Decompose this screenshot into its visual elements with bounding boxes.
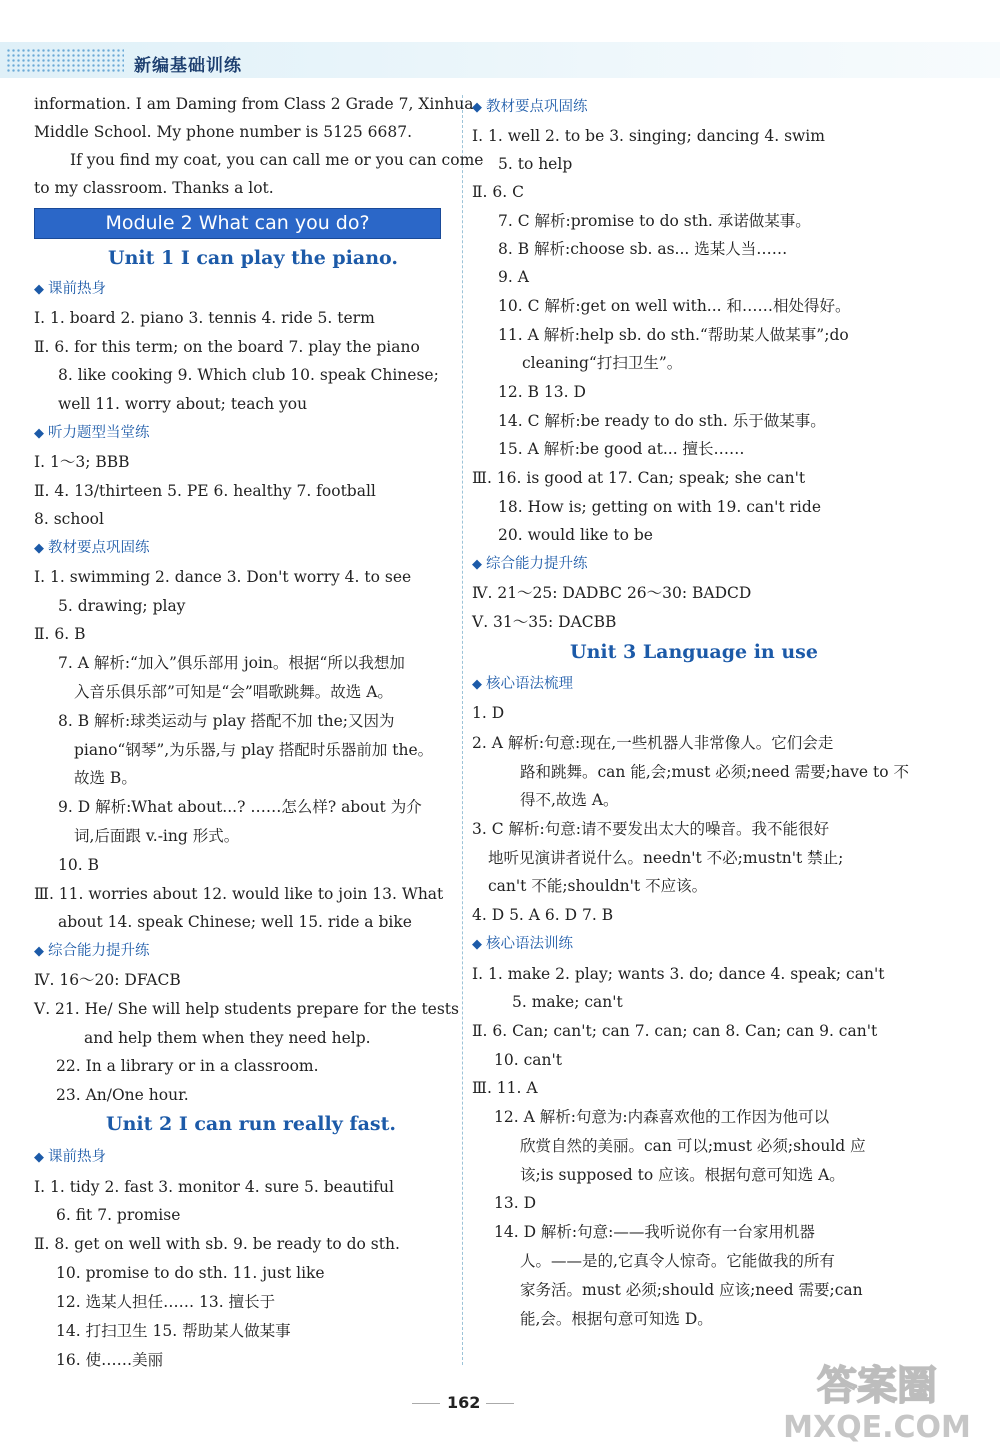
answer-line: Ⅲ. 11. A: [472, 1079, 538, 1097]
section-heading: [472, 674, 573, 695]
answer-line: 23. An/One hour.: [56, 1086, 189, 1104]
diamond-icon: ◆: [34, 426, 44, 441]
page-number-rule-left: [412, 1403, 440, 1404]
answer-line: 13. D: [494, 1194, 537, 1212]
header-title: 新编基础训练: [134, 56, 242, 76]
answer-line: 1. D: [472, 704, 505, 722]
answer-line: 11. A 解析:help sb. do sth.“帮助某人做某事”;do: [498, 326, 849, 344]
answer-line: Ⅲ. 16. is good at 17. Can; speak; she can't: [472, 469, 806, 487]
answer-line: 人。——是的,它真令人惊奇。它能做我的所有: [520, 1252, 835, 1270]
diamond-icon: ◆: [472, 937, 482, 952]
section-heading: [472, 554, 588, 575]
diamond-icon: ◆: [472, 100, 482, 115]
answer-line: cleaning“打扫卫生”。: [522, 354, 683, 372]
answer-line: 8. school: [34, 510, 104, 528]
section-heading: [34, 1147, 106, 1168]
answer-line: If you find my coat, you can call me or you can come: [70, 151, 484, 169]
section-heading: [472, 97, 588, 118]
answer-line: Ⅳ. 16～20: DFACB: [34, 971, 181, 989]
answer-line: and help them when they need help.: [84, 1029, 371, 1047]
unit-title: Unit 1 I can play the piano.: [108, 247, 398, 269]
answer-line: 词,后面跟 v.-ing 形式。: [74, 827, 240, 845]
answer-line: Ⅱ. 6. B: [34, 625, 86, 643]
answer-line: 8. B 解析:choose sb. as... 选某人当……: [498, 240, 788, 258]
answer-line: Ⅰ. 1～3; BBB: [34, 453, 130, 471]
answer-line: Ⅴ. 31～35: DACBB: [472, 613, 617, 631]
answer-line: 地听见演讲者说什么。needn't 不必;mustn't 禁止;: [488, 849, 844, 867]
answer-line: Ⅰ. 1. make 2. play; wants 3. do; dance 4. speak; can't: [472, 965, 885, 983]
section-heading: [34, 423, 150, 444]
answer-line: 10. promise to do sth. 11. just like: [56, 1264, 325, 1282]
answer-line: 4. D 5. A 6. D 7. B: [472, 906, 614, 924]
answer-line: can't 不能;shouldn't 不应该。: [488, 877, 708, 895]
section-heading-label: 课前热身: [48, 1149, 106, 1165]
answer-line: 20. would like to be: [498, 526, 653, 544]
module-title-bar: Module 2 What can you do?: [34, 208, 441, 239]
answer-line: 18. How is; getting on with 19. can't ride: [498, 498, 821, 516]
answer-line: 14. D 解析:句意:——我听说你有一台家用机器: [494, 1223, 815, 1241]
answer-line: 5. make; can't: [512, 993, 623, 1011]
answer-line: 该;is supposed to 应该。根据句意可知选 A。: [520, 1166, 845, 1184]
answer-line: 10. C 解析:get on well with... 和……相处得好。: [498, 297, 851, 315]
answer-line: 故选 B。: [74, 769, 137, 787]
answer-line: Ⅲ. 11. worries about 12. would like to join 13. What: [34, 885, 444, 903]
answer-line: 15. A 解析:be good at... 擅长……: [498, 440, 745, 458]
answer-line: Ⅰ. 1. well 2. to be 3. singing; dancing 4. swim: [472, 127, 825, 145]
section-heading: [34, 538, 150, 559]
section-heading-label: 教材要点巩固练: [486, 99, 588, 115]
column-divider: [462, 95, 463, 1365]
answer-line: Ⅱ. 6. Can; can't; can 7. can; can 8. Can; can 9. can't: [472, 1022, 878, 1040]
answer-line: 7. C 解析:promise to do sth. 承诺做某事。: [498, 212, 811, 230]
diamond-icon: ◆: [34, 944, 44, 959]
header-dot-pattern: [6, 48, 124, 74]
answer-line: 12. 选某人担任…… 13. 擅长于: [56, 1293, 276, 1311]
answer-line: 欣赏自然的美丽。can 可以;must 必须;should 应: [520, 1137, 866, 1155]
answer-line: 10. can't: [494, 1051, 562, 1069]
answer-line: about 14. speak Chinese; well 15. ride a bike: [58, 913, 412, 931]
answer-line: 12. A 解析:句意为:内森喜欢他的工作因为他可以: [494, 1108, 830, 1126]
answer-line: 入音乐俱乐部”可知是“会”唱歌跳舞。故选 A。: [74, 683, 393, 701]
diamond-icon: ◆: [34, 282, 44, 297]
answer-line: Ⅱ. 6. for this term; on the board 7. play the piano: [34, 338, 420, 356]
answer-line: 路和跳舞。can 能,会;must 必须;need 需要;have to 不: [520, 763, 909, 781]
answer-line: 7. A 解析:“加入”俱乐部用 join。根据“所以我想加: [58, 654, 405, 672]
section-heading-label: 综合能力提升练: [486, 556, 588, 572]
answer-line: 9. D 解析:What about...? ……怎么样? about 为介: [58, 798, 422, 816]
unit-title: Unit 2 I can run really fast.: [106, 1113, 396, 1135]
page-number: 162: [447, 1393, 481, 1412]
diamond-icon: ◆: [34, 541, 44, 556]
answer-line: well 11. worry about; teach you: [58, 395, 308, 413]
answer-line: Ⅰ. 1. swimming 2. dance 3. Don't worry 4. to see: [34, 568, 412, 586]
watermark-cn-text: 答案圈: [817, 1363, 937, 1409]
answer-line: Ⅳ. 21～25: DADBC 26～30: BADCD: [472, 584, 752, 602]
answer-line: 22. In a library or in a classroom.: [56, 1057, 319, 1075]
answer-line: information. I am Daming from Class 2 Grade 7, Xinhua: [34, 95, 474, 113]
answer-line: 9. A: [498, 268, 529, 286]
answer-line: 12. B 13. D: [498, 383, 586, 401]
section-heading: [34, 941, 150, 962]
watermark-logo: [772, 1355, 982, 1445]
watermark-text: MXQE.COM: [783, 1410, 971, 1445]
answer-line: Middle School. My phone number is 5125 6687.: [34, 123, 413, 141]
answer-line: Ⅱ. 6. C: [472, 183, 524, 201]
answer-line: 6. fit 7. promise: [56, 1206, 181, 1224]
answer-line: 2. A 解析:句意:现在,一些机器人非常像人。它们会走: [472, 734, 834, 752]
answer-line: 14. 打扫卫生 15. 帮助某人做某事: [56, 1322, 291, 1340]
answer-line: Ⅰ. 1. board 2. piano 3. tennis 4. ride 5. term: [34, 309, 375, 327]
unit-title: Unit 3 Language in use: [570, 641, 818, 663]
section-heading: [472, 934, 573, 955]
section-heading-label: 听力题型当堂练: [48, 425, 150, 441]
answer-line: 5. drawing; play: [58, 597, 186, 615]
answer-line: Ⅱ. 4. 13/thirteen 5. PE 6. healthy 7. football: [34, 482, 376, 500]
diamond-icon: ◆: [472, 557, 482, 572]
answer-line: piano“钢琴”,为乐器,与 play 搭配时乐器前加 the。: [74, 741, 434, 759]
section-heading-label: 课前热身: [48, 281, 106, 297]
diamond-icon: ◆: [34, 1150, 44, 1165]
answer-line: 得不,故选 A。: [520, 791, 619, 809]
answer-line: 16. 使……美丽: [56, 1351, 164, 1369]
answer-line: 3. C 解析:句意:请不要发出太大的噪音。我不能很好: [472, 820, 829, 838]
answer-line: Ⅴ. 21. He/ She will help students prepare for the tests: [34, 1000, 459, 1018]
section-heading-label: 综合能力提升练: [48, 943, 150, 959]
answer-line: 家务活。must 必须;should 应该;need 需要;can: [520, 1281, 863, 1299]
answer-line: to my classroom. Thanks a lot.: [34, 179, 274, 197]
answer-line: 14. C 解析:be ready to do sth. 乐于做某事。: [498, 412, 826, 430]
answer-line: 能,会。根据句意可知选 D。: [520, 1310, 713, 1328]
answer-line: 8. B 解析:球类运动与 play 搭配不加 the;又因为: [58, 712, 395, 730]
page-number-rule-right: [486, 1403, 514, 1404]
section-heading-label: 教材要点巩固练: [48, 540, 150, 556]
answer-line: Ⅱ. 8. get on well with sb. 9. be ready to do sth.: [34, 1235, 400, 1253]
answer-line: 8. like cooking 9. Which club 10. speak Chinese;: [58, 366, 439, 384]
section-heading-label: 核心语法梳理: [486, 676, 573, 692]
answer-line: 5. to help: [498, 155, 573, 173]
section-heading: [34, 279, 106, 300]
section-heading-label: 核心语法训练: [486, 936, 573, 952]
answer-line: 10. B: [58, 856, 99, 874]
answer-line: Ⅰ. 1. tidy 2. fast 3. monitor 4. sure 5. beautiful: [34, 1178, 394, 1196]
diamond-icon: ◆: [472, 677, 482, 692]
